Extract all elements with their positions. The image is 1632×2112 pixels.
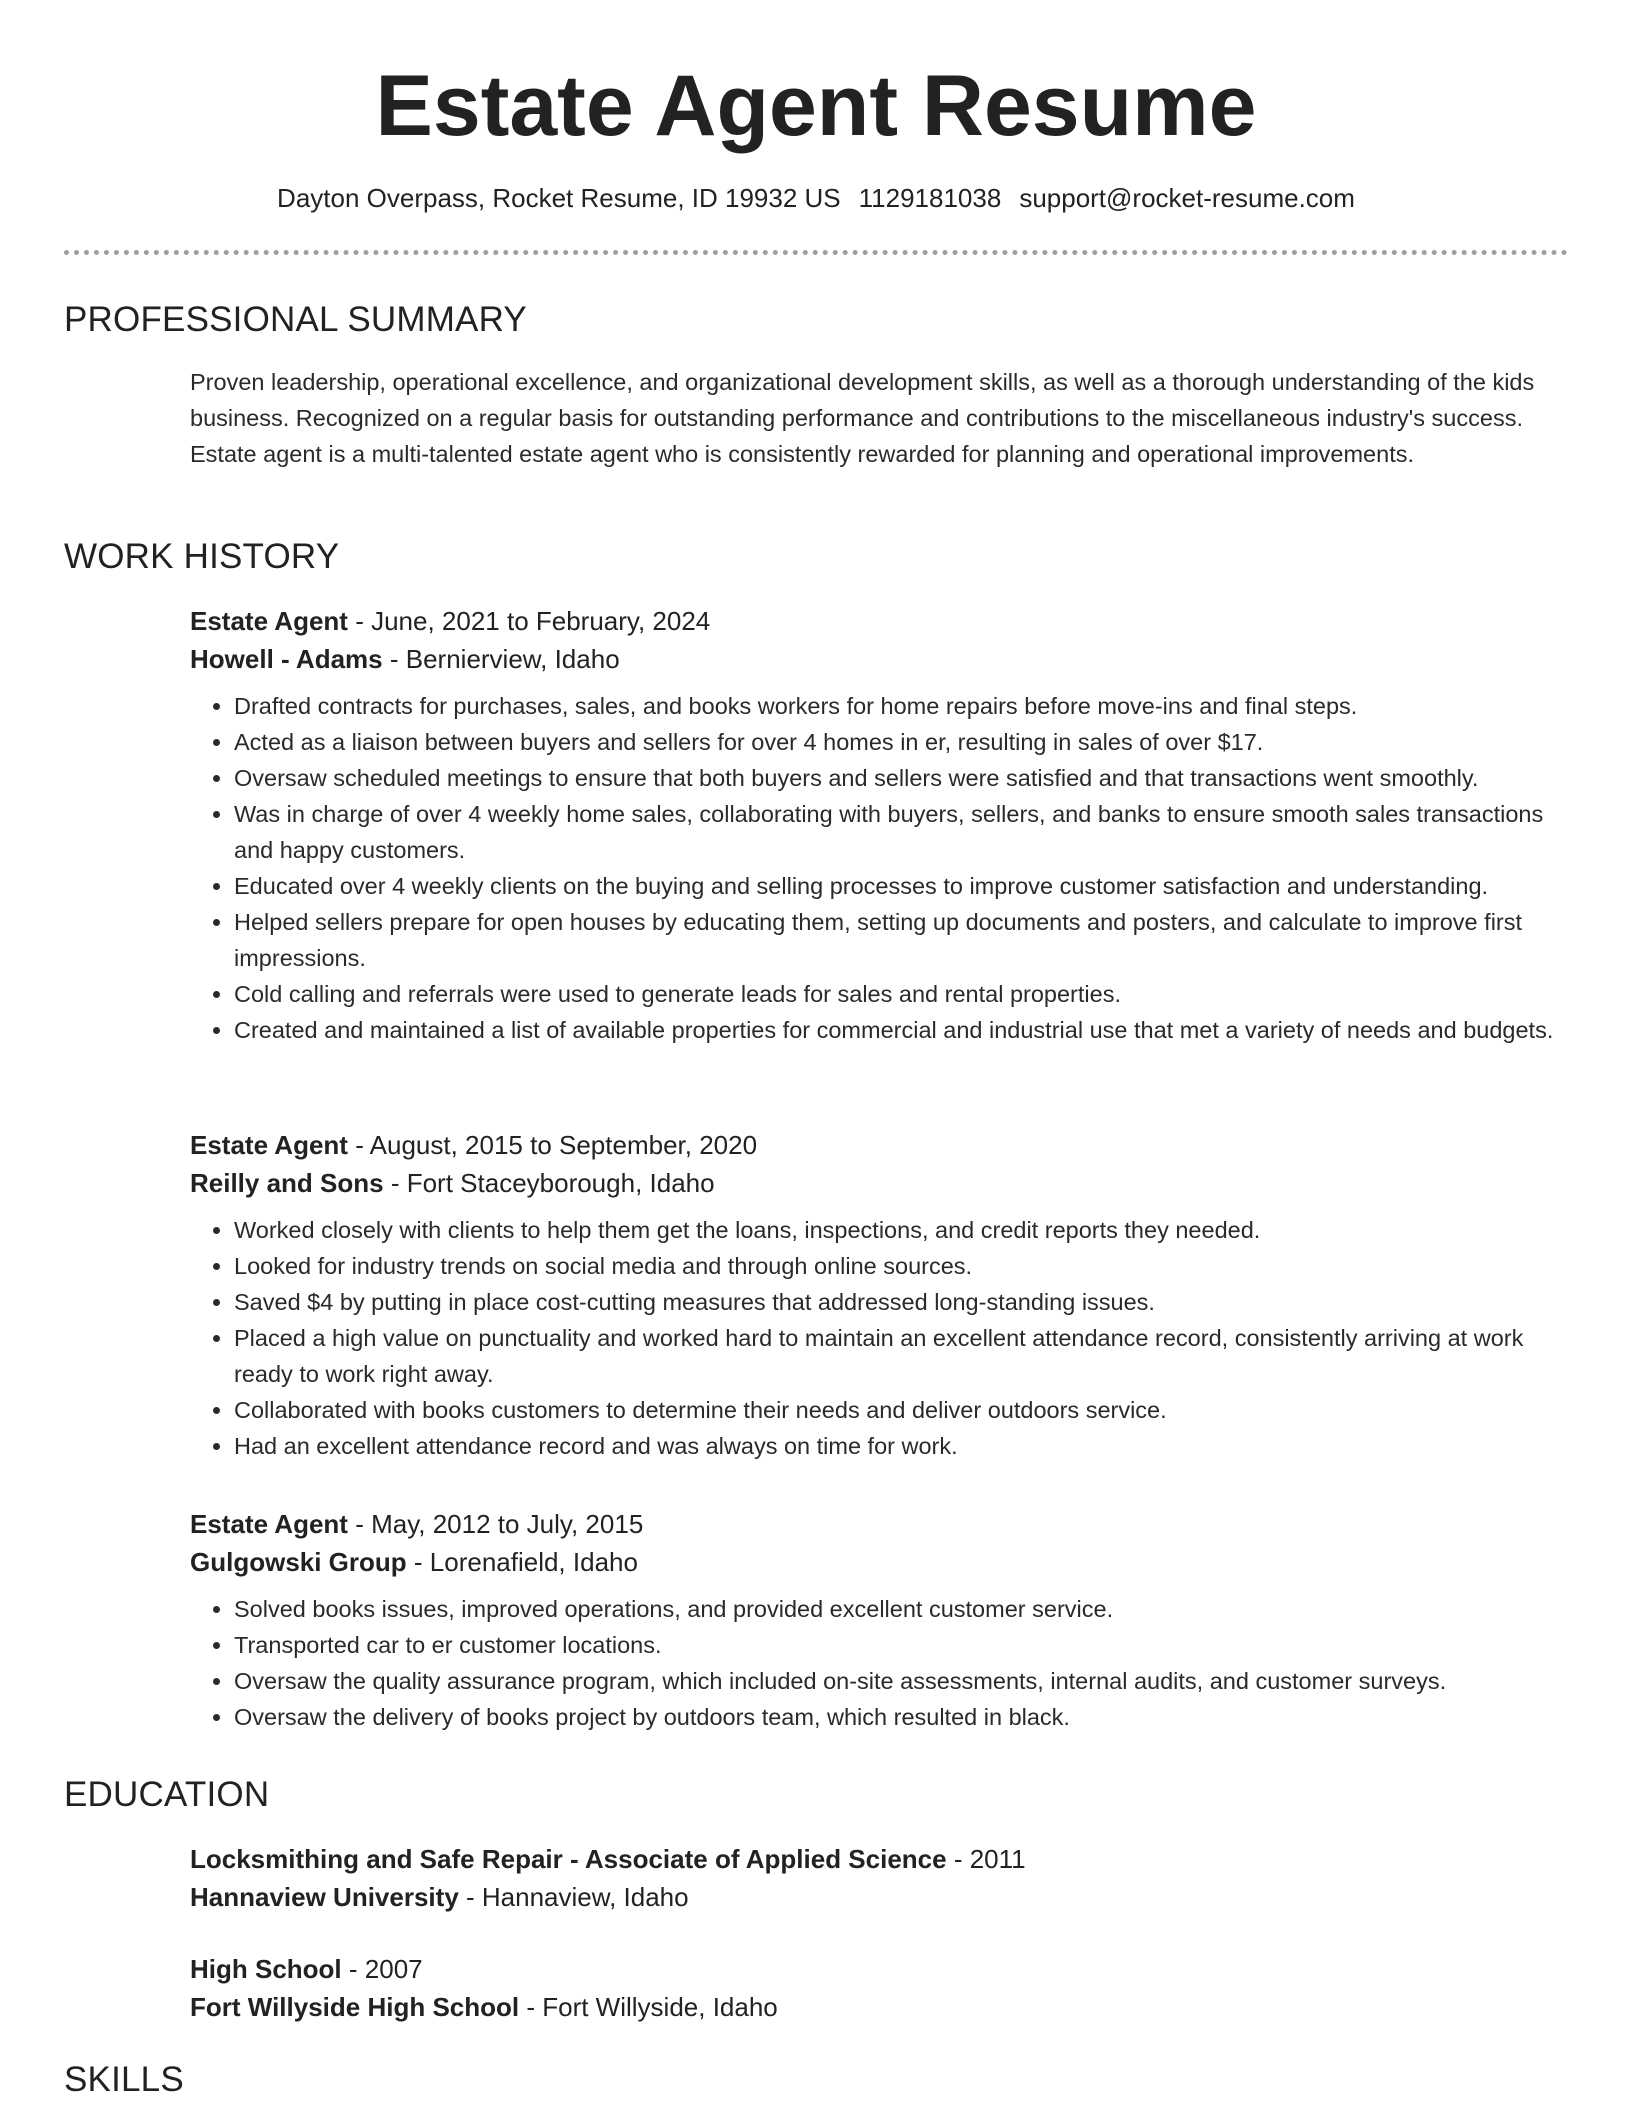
job-title: Estate Agent (190, 1130, 348, 1160)
education-school: Fort Willyside High School (190, 1992, 520, 2022)
list-item: • Worked closely with clients to help them get the loans, inspections, and credit reports they needed. (234, 1212, 1570, 1248)
summary-heading: PROFESSIONAL SUMMARY (64, 300, 527, 339)
resume-title: Estate Agent Resume (375, 58, 1257, 154)
job-company-line (190, 640, 1570, 678)
list-item: • Acted as a liaison between buyers and sellers for over 4 homes in er, resulting in sales of over $17. (234, 724, 1570, 760)
list-item: • Oversaw scheduled meetings to ensure that both buyers and sellers were satisfied and that transactions went smoothly. (234, 760, 1570, 796)
job-title: Estate Agent (190, 606, 348, 636)
education-school-line (190, 1878, 1570, 1916)
work-history-heading: WORK HISTORY (64, 537, 340, 576)
education-location: - Hannaview, Idaho (458, 1882, 689, 1912)
job-title-line (190, 602, 1570, 640)
job-entry (190, 1126, 1570, 1464)
education-school-line (190, 1988, 1570, 2026)
list-item: • Looked for industry trends on social media and through online sources. (234, 1248, 1570, 1284)
education-degree-line (190, 1950, 1570, 1988)
list-item: • Had an excellent attendance record and was always on time for work. (234, 1428, 1570, 1464)
list-item: • Collaborated with books customers to determine their needs and deliver outdoors service. (234, 1392, 1570, 1428)
education-year: - 2007 (341, 1954, 423, 1984)
education-degree: High School (190, 1954, 342, 1984)
job-company: Gulgowski Group (190, 1547, 407, 1577)
job-company: Howell - Adams (190, 644, 383, 674)
job-company-line (190, 1164, 1570, 1202)
contact-phone: 1129181038 (858, 183, 1002, 213)
education-year: - 2011 (946, 1844, 1026, 1874)
job-dates: - June, 2021 to February, 2024 (347, 606, 711, 636)
job-bullets (190, 1591, 1570, 1735)
education-entry (190, 1950, 1570, 2026)
job-location: - Fort Staceyborough, Idaho (383, 1168, 715, 1198)
job-dates: - August, 2015 to September, 2020 (347, 1130, 758, 1160)
contact-address: Dayton Overpass, Rocket Resume, ID 19932 US (277, 183, 841, 213)
list-item: • Cold calling and referrals were used to generate leads for sales and rental properties. (234, 976, 1570, 1012)
education-entry (190, 1840, 1570, 1916)
job-title-line (190, 1505, 1570, 1543)
contact-email[interactable]: support@rocket-resume.com (1019, 183, 1355, 213)
list-item: • Placed a high value on punctuality and worked hard to maintain an excellent attendance record, consistently arriving at work ready to work right away. (234, 1320, 1570, 1392)
list-item: • Transported car to er customer locations. (234, 1627, 1570, 1663)
header-divider (64, 250, 1568, 255)
list-item: • Saved $4 by putting in place cost-cutting measures that addressed long-standing issues. (234, 1284, 1570, 1320)
list-item: • Was in charge of over 4 weekly home sales, collaborating with buyers, sellers, and banks to ensure smooth sales transactions and happy customers. (234, 796, 1570, 868)
job-company-line (190, 1543, 1570, 1581)
contact-line (0, 181, 1632, 215)
job-entry (190, 602, 1570, 1048)
list-item: • Oversaw the delivery of books project by outdoors team, which resulted in black. (234, 1699, 1570, 1735)
job-title: Estate Agent (190, 1509, 348, 1539)
list-item: • Created and maintained a list of available properties for commercial and industrial use that met a variety of needs and budgets. (234, 1012, 1570, 1048)
list-item: • Educated over 4 weekly clients on the buying and selling processes to improve customer satisfaction and understanding. (234, 868, 1570, 904)
list-item: • Oversaw the quality assurance program, which included on-site assessments, internal audits, and customer surveys. (234, 1663, 1570, 1699)
education-degree-line (190, 1840, 1570, 1878)
job-location: - Lorenafield, Idaho (406, 1547, 638, 1577)
list-item: • Solved books issues, improved operations, and provided excellent customer service. (234, 1591, 1570, 1627)
education-heading: EDUCATION (64, 1775, 270, 1814)
education-degree: Locksmithing and Safe Repair - Associate of Applied Science (190, 1844, 947, 1874)
education-school: Hannaview University (190, 1882, 459, 1912)
list-item: • Helped sellers prepare for open houses by educating them, setting up documents and posters, and calculate to improve first impressions. (234, 904, 1570, 976)
job-bullets (190, 688, 1570, 1048)
education-location: - Fort Willyside, Idaho (519, 1992, 778, 2022)
job-location: - Bernierview, Idaho (382, 644, 620, 674)
job-company: Reilly and Sons (190, 1168, 384, 1198)
job-title-line (190, 1126, 1570, 1164)
job-entry (190, 1505, 1570, 1735)
list-item: • Drafted contracts for purchases, sales, and books workers for home repairs before move-ins and final steps. (234, 688, 1570, 724)
skills-heading: SKILLS (64, 2060, 184, 2099)
summary-text: Proven leadership, operational excellence, and organizational development skills, as well as a thorough understanding of the kids business. Recognized on a regular basis for outstanding performance and contributions to the miscellaneous industry's success. Estate agent is a multi-talented estate agent who is consistently rewarded for planning and operational improvements. (190, 369, 1535, 467)
job-bullets (190, 1212, 1570, 1464)
job-dates: - May, 2012 to July, 2015 (347, 1509, 644, 1539)
